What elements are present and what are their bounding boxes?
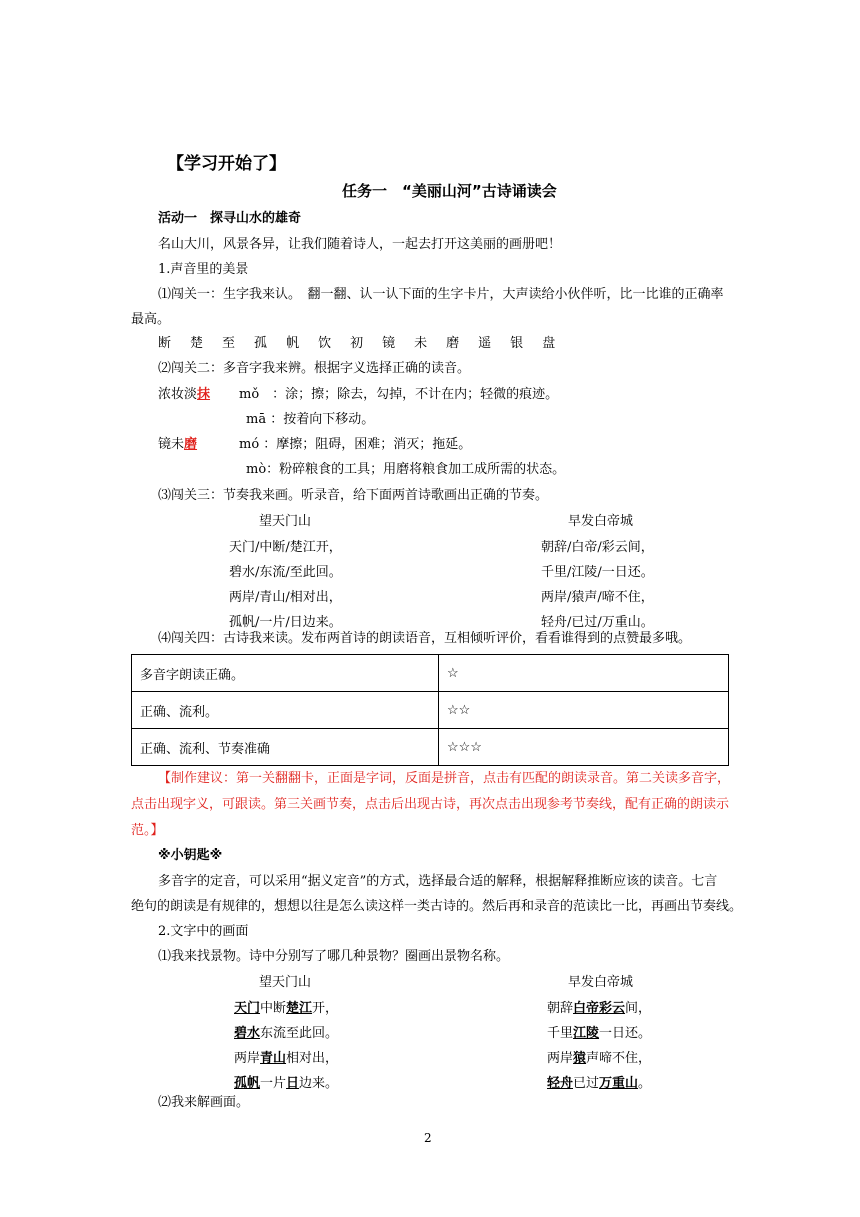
poem-text: 边来。 — [299, 1076, 339, 1091]
reading-option[interactable]: mó ：摩擦；阻碍，困难；消灭；拖延。 — [239, 437, 472, 452]
tip-body: 多音字的定音，可以采用“据义定音”的方式，选择最合适的解释，根据解释推断应该的读音。七言 — [158, 874, 718, 889]
char-card[interactable]: 楚 — [190, 336, 204, 351]
scenery-word[interactable]: 万重山 — [599, 1076, 639, 1091]
poem-line — [547, 1071, 651, 1096]
level2-instruction: ⑵闯关二：多音字我来辨。根据字义选择正确的读音。 — [158, 361, 471, 376]
poem-text: 间， — [625, 1001, 652, 1016]
scenery-word[interactable]: 青山 — [260, 1051, 287, 1066]
poem-line — [547, 996, 651, 1021]
poem1-rhythm[interactable] — [229, 535, 342, 635]
activity-title: 活动一 探寻山水的雄奇 — [158, 211, 302, 226]
section-header: 【学习开始了】 — [167, 154, 286, 174]
poem2-rhythm[interactable] — [541, 535, 654, 635]
page-number: 2 — [424, 1131, 432, 1145]
poem-line — [234, 996, 338, 1021]
table-row — [132, 692, 729, 729]
poem-text: 相对出， — [286, 1051, 339, 1066]
char-card[interactable]: 饮 — [318, 336, 332, 351]
level1-instruction: ⑴闯关一：生字我来认。 翻一翻、认一认下面的生字卡片，大声读给小伙伴听，比一比谁的正确率 — [158, 287, 724, 302]
production-suggestion: 范。】 — [131, 823, 164, 838]
poem-text: 已过 — [573, 1076, 600, 1091]
poem-text: 。 — [638, 1076, 652, 1091]
poem2-scene[interactable] — [547, 996, 651, 1096]
scenery-word[interactable]: 江陵 — [573, 1026, 600, 1041]
char-card[interactable]: 磨 — [446, 336, 460, 351]
table-row — [132, 729, 729, 766]
evaluation-table — [131, 654, 729, 766]
poem-line: 碧水/东流/至此回。 — [229, 565, 342, 580]
poem2-title: 早发白帝城 — [568, 514, 634, 529]
poem-text: 中断 — [260, 1001, 287, 1016]
section-sound: 1.声音里的美景 — [158, 262, 249, 277]
poem-line — [547, 1046, 651, 1071]
char-card[interactable]: 镜 — [382, 336, 396, 351]
char-card[interactable]: 至 — [222, 336, 236, 351]
poem-text: 朝辞 — [547, 1001, 574, 1016]
stars-cell: ☆☆☆ — [439, 729, 729, 766]
poem1-title: 望天门山 — [259, 514, 312, 529]
word-prefix: 浓妆淡 — [158, 387, 198, 402]
poem-text: 声啼不住， — [586, 1051, 652, 1066]
poem1-scene[interactable] — [234, 996, 338, 1096]
poem-line: 两岸/青山/相对出， — [229, 590, 342, 605]
poem-line: 朝辞/白帝/彩云间， — [541, 540, 654, 555]
char-card[interactable]: 遥 — [478, 336, 492, 351]
production-suggestion: 【制作建议：第一关翻翻卡，正面是字词，反面是拼音，点击有匹配的朗读录音。第二关读多音字， — [158, 771, 731, 786]
level1-instruction-cont: 最高。 — [131, 312, 171, 327]
char-card[interactable]: 初 — [350, 336, 364, 351]
solve-scene-instruction: ⑵我来解画面。 — [158, 1095, 250, 1110]
poem-text: 一日还。 — [599, 1026, 652, 1041]
character-cards — [158, 335, 574, 353]
scenery-word[interactable]: 猿 — [573, 1051, 587, 1066]
char-card[interactable]: 孤 — [254, 336, 268, 351]
poem-line: 轻舟/已过/万重山。 — [541, 615, 654, 630]
scenery-word[interactable]: 碧水 — [234, 1026, 261, 1041]
scenery-word[interactable]: 白帝彩云 — [573, 1001, 626, 1016]
poem-text: 两岸 — [547, 1051, 574, 1066]
section-picture: 2.文字中的画面 — [158, 924, 249, 939]
polyphone-char: 磨 — [184, 437, 198, 452]
reading-option[interactable]: mǒ ：涂；擦；除去，勾掉，不计在内；轻微的痕迹。 — [239, 387, 559, 402]
stars-cell: ☆ — [439, 655, 729, 692]
level3-instruction: ⑶闯关三：节奏我来画。听录音，给下面两首诗歌画出正确的节奏。 — [158, 488, 549, 503]
word-prefix: 镜未 — [158, 437, 185, 452]
poem-line: 天门/中断/楚江开， — [229, 540, 342, 555]
poem-text: 两岸 — [234, 1051, 261, 1066]
tip-title: ※小钥匙※ — [158, 848, 223, 863]
level4-instruction: ⑷闯关四：古诗我来读。发布两首诗的朗读语音，互相倾听评价，看看谁得到的点赞最多哦。 — [158, 631, 692, 646]
scenery-word[interactable]: 孤帆 — [234, 1076, 261, 1091]
scenery-word[interactable]: 楚江 — [286, 1001, 313, 1016]
poem-text: 东流至此回。 — [260, 1026, 339, 1041]
char-card[interactable]: 盘 — [542, 336, 556, 351]
poem-text: 一片 — [260, 1076, 287, 1091]
char-card[interactable]: 银 — [510, 336, 524, 351]
production-suggestion: 点击出现字义，可跟读。第三关画节奏，点击后出现古诗，再次点击出现参考节奏线，配有正确的朗读示 — [131, 797, 730, 812]
poem-line — [234, 1021, 338, 1046]
scenery-word[interactable]: 轻舟 — [547, 1076, 574, 1091]
poem-line: 千里/江陵/一日还。 — [541, 565, 654, 580]
polyphone-char: 抹 — [197, 387, 211, 402]
tip-body: 绝句的朗读是有规律的，想想以往是怎么读这样一类古诗的。然后再和录音的范读比一比，再画出节奏线。 — [131, 899, 743, 914]
scenery-word[interactable]: 天门 — [234, 1001, 261, 1016]
criteria-cell: 正确、流利、节奏准确 — [132, 729, 439, 766]
poem-line — [234, 1071, 338, 1096]
criteria-cell: 正确、流利。 — [132, 692, 439, 729]
poem-text: 开， — [312, 1001, 339, 1016]
task-title: 任务一 “美丽山河”古诗诵读会 — [342, 182, 557, 200]
char-card[interactable]: 帆 — [286, 336, 300, 351]
poem-line: 孤帆/一片/日边来。 — [229, 615, 342, 630]
poem-line — [234, 1046, 338, 1071]
poem-line: 两岸/猿声/啼不住， — [541, 590, 654, 605]
char-card[interactable]: 断 — [158, 336, 172, 351]
polyphone-word-1[interactable] — [158, 386, 210, 404]
char-card[interactable]: 未 — [414, 336, 428, 351]
scenery-word[interactable]: 日 — [286, 1076, 300, 1091]
criteria-cell: 多音字朗读正确。 — [132, 655, 439, 692]
poem1-title: 望天门山 — [259, 975, 312, 990]
reading-option[interactable]: mò：粉碎粮食的工具；用磨将粮食加工成所需的状态。 — [246, 462, 566, 477]
poem-text: 千里 — [547, 1026, 574, 1041]
stars-cell: ☆☆ — [439, 692, 729, 729]
intro-text: 名山大川，风景各异，让我们随着诗人，一起去打开这美丽的画册吧！ — [158, 237, 562, 252]
polyphone-word-2[interactable] — [158, 436, 197, 454]
reading-option[interactable]: mā ：按着向下移动。 — [246, 412, 375, 427]
find-scene-instruction: ⑴我来找景物。诗中分别写了哪几种景物？圈画出景物名称。 — [158, 949, 510, 964]
table-row — [132, 655, 729, 692]
poem2-title: 早发白帝城 — [568, 975, 634, 990]
poem-line — [547, 1021, 651, 1046]
